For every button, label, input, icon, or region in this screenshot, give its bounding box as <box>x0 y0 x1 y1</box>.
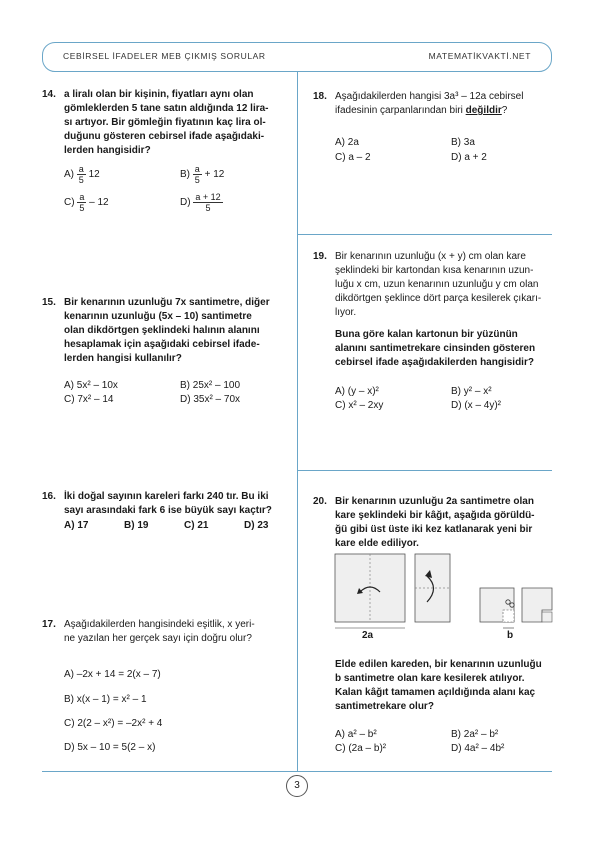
column-divider <box>297 72 298 772</box>
option-b[interactable]: B) 2a² – b² <box>451 729 499 740</box>
options-18 <box>335 136 550 166</box>
option-a[interactable]: A) 17 <box>64 520 89 531</box>
question-17 <box>42 618 292 646</box>
options-20 <box>335 728 550 758</box>
header-title: CEBİRSEL İFADELER MEB ÇIKMIŞ SORULAR <box>63 51 266 61</box>
question-number: 16. <box>42 491 56 502</box>
folding-figure <box>330 552 555 642</box>
question-20 <box>313 495 553 551</box>
option-c[interactable]: C) a – 2 <box>335 152 371 163</box>
option-b[interactable]: B) 19 <box>124 520 149 531</box>
label-2a: 2a <box>362 630 374 641</box>
option-d[interactable]: D) 5x – 10 = 5(2 – x) <box>64 742 156 753</box>
option-c[interactable]: C) 7x² – 14 <box>64 394 114 405</box>
options-16 <box>64 519 294 535</box>
question-number: 18. <box>313 91 327 102</box>
footer-line <box>42 771 552 772</box>
option-b[interactable]: B) 3a <box>451 137 475 148</box>
question-stem: Bir kenarının uzunluğu (x + y) cm olan kare şeklindeki bir kartondan kısa kenarının uzun- luğu x cm, uzun kenarının uzunluğu y cm olan dikdörtgen şeklince dört parça kesilerek çıkarı- lıyor. <box>335 251 542 318</box>
question-18 <box>313 90 553 118</box>
option-c[interactable]: C) (2a – b)² <box>335 743 387 754</box>
option-d[interactable]: D) 23 <box>244 520 269 531</box>
cut-corner <box>503 610 514 622</box>
option-a[interactable]: A) –2x + 14 = 2(x – 7) <box>64 669 161 680</box>
option-a[interactable]: A) $\frac{a}{5}$ 12 <box>64 164 100 185</box>
option-b[interactable]: B) $\frac{a}{5}$ + 12 <box>180 164 225 185</box>
question-20-prompt: Elde edilen kareden, bir kenarının uzunluğu b santimetre olan kare kesilerek atılıyor. Kalan kâğıt tamamen açıldığında alanı kaç santimetrekare olur? <box>335 659 542 712</box>
cut-piece <box>542 612 552 622</box>
option-d[interactable]: D) $\frac{a + 12}{5}$ <box>180 192 221 213</box>
question-stem: Bir kenarının uzunluğu 7x santimetre, diğer kenarının uzunluğu (5x – 10) santimetre olan dikdörtgen şeklindeki halının alanını hesaplamak için aşağıdaki cebirsel ifade- lerden hangisi kullanılır? <box>64 297 270 364</box>
question-stem: Aşağıdakilerden hangisi 3a³ – 12a cebirsel ifadesinin çarpanlarından biri değildir? <box>335 91 524 116</box>
page-number: 3 <box>286 775 308 797</box>
options-19 <box>335 385 550 415</box>
options-17 <box>64 668 294 758</box>
option-d[interactable]: D) 35x² – 70x <box>180 394 241 405</box>
separator <box>298 470 552 471</box>
option-d[interactable]: D) 4a² – 4b² <box>451 743 505 754</box>
question-16 <box>42 490 292 518</box>
label-b: b <box>507 630 514 641</box>
question-stem: İki doğal sayının kareleri farkı 240 tır. Bu iki sayı arasındaki fark 6 ise büyük sayı kaçtır? <box>64 491 272 516</box>
question-number: 20. <box>313 496 327 507</box>
option-b[interactable]: B) y² – x² <box>451 386 492 397</box>
option-b[interactable]: B) x(x – 1) = x² – 1 <box>64 694 147 705</box>
question-number: 14. <box>42 89 56 100</box>
question-stem: a liralı olan bir kişinin, fiyatları aynı olan gömleklerden 5 tane satın aldığında 12 lira- sı artıyor. Bir gömleğin fiyatının kaç lira ol- duğunu gösteren cebirsel ifade aşağıdaki- lerden hangisidir? <box>64 89 269 156</box>
option-c[interactable]: C) $\frac{a}{5}$ – 12 <box>64 192 109 213</box>
question-14 <box>42 88 292 158</box>
option-a[interactable]: A) 2a <box>335 137 359 148</box>
option-b[interactable]: B) 25x² – 100 <box>180 380 241 391</box>
question-prompt: Buna göre kalan kartonun bir yüzünün alanını santimetrekare cinsinden gösteren cebirsel ifade aşağıdakilerden hangisidir? <box>335 329 536 368</box>
separator <box>298 234 552 235</box>
option-c[interactable]: C) x² – 2xy <box>335 400 384 411</box>
question-stem: Bir kenarının uzunluğu 2a santimetre olan kare şeklindeki bir kâğıt, aşağıda görüldü- ğü gibi üst üste iki kez katlanarak yeni bir kare elde ediliyor. <box>335 496 535 549</box>
option-a[interactable]: A) 5x² – 10x <box>64 380 118 391</box>
question-number: 15. <box>42 297 56 308</box>
option-a[interactable]: A) a² – b² <box>335 729 377 740</box>
question-19 <box>313 250 553 370</box>
header-site: MATEMATİKVAKTİ.NET <box>428 51 531 61</box>
option-c[interactable]: C) 2(2 – x²) = –2x² + 4 <box>64 718 163 729</box>
question-number: 17. <box>42 619 56 630</box>
question-stem: Aşağıdakilerden hangisindeki eşitlik, x yeri- ne yazılan her gerçek sayı için doğru olur? <box>64 619 255 644</box>
option-d[interactable]: D) (x – 4y)² <box>451 400 501 411</box>
options-14 <box>64 164 294 224</box>
question-number: 19. <box>313 251 327 262</box>
question-15 <box>42 296 292 366</box>
page-header <box>42 42 552 72</box>
option-c[interactable]: C) 21 <box>184 520 209 531</box>
option-a[interactable]: A) (y – x)² <box>335 386 379 397</box>
options-15 <box>64 379 294 409</box>
option-d[interactable]: D) a + 2 <box>451 152 487 163</box>
